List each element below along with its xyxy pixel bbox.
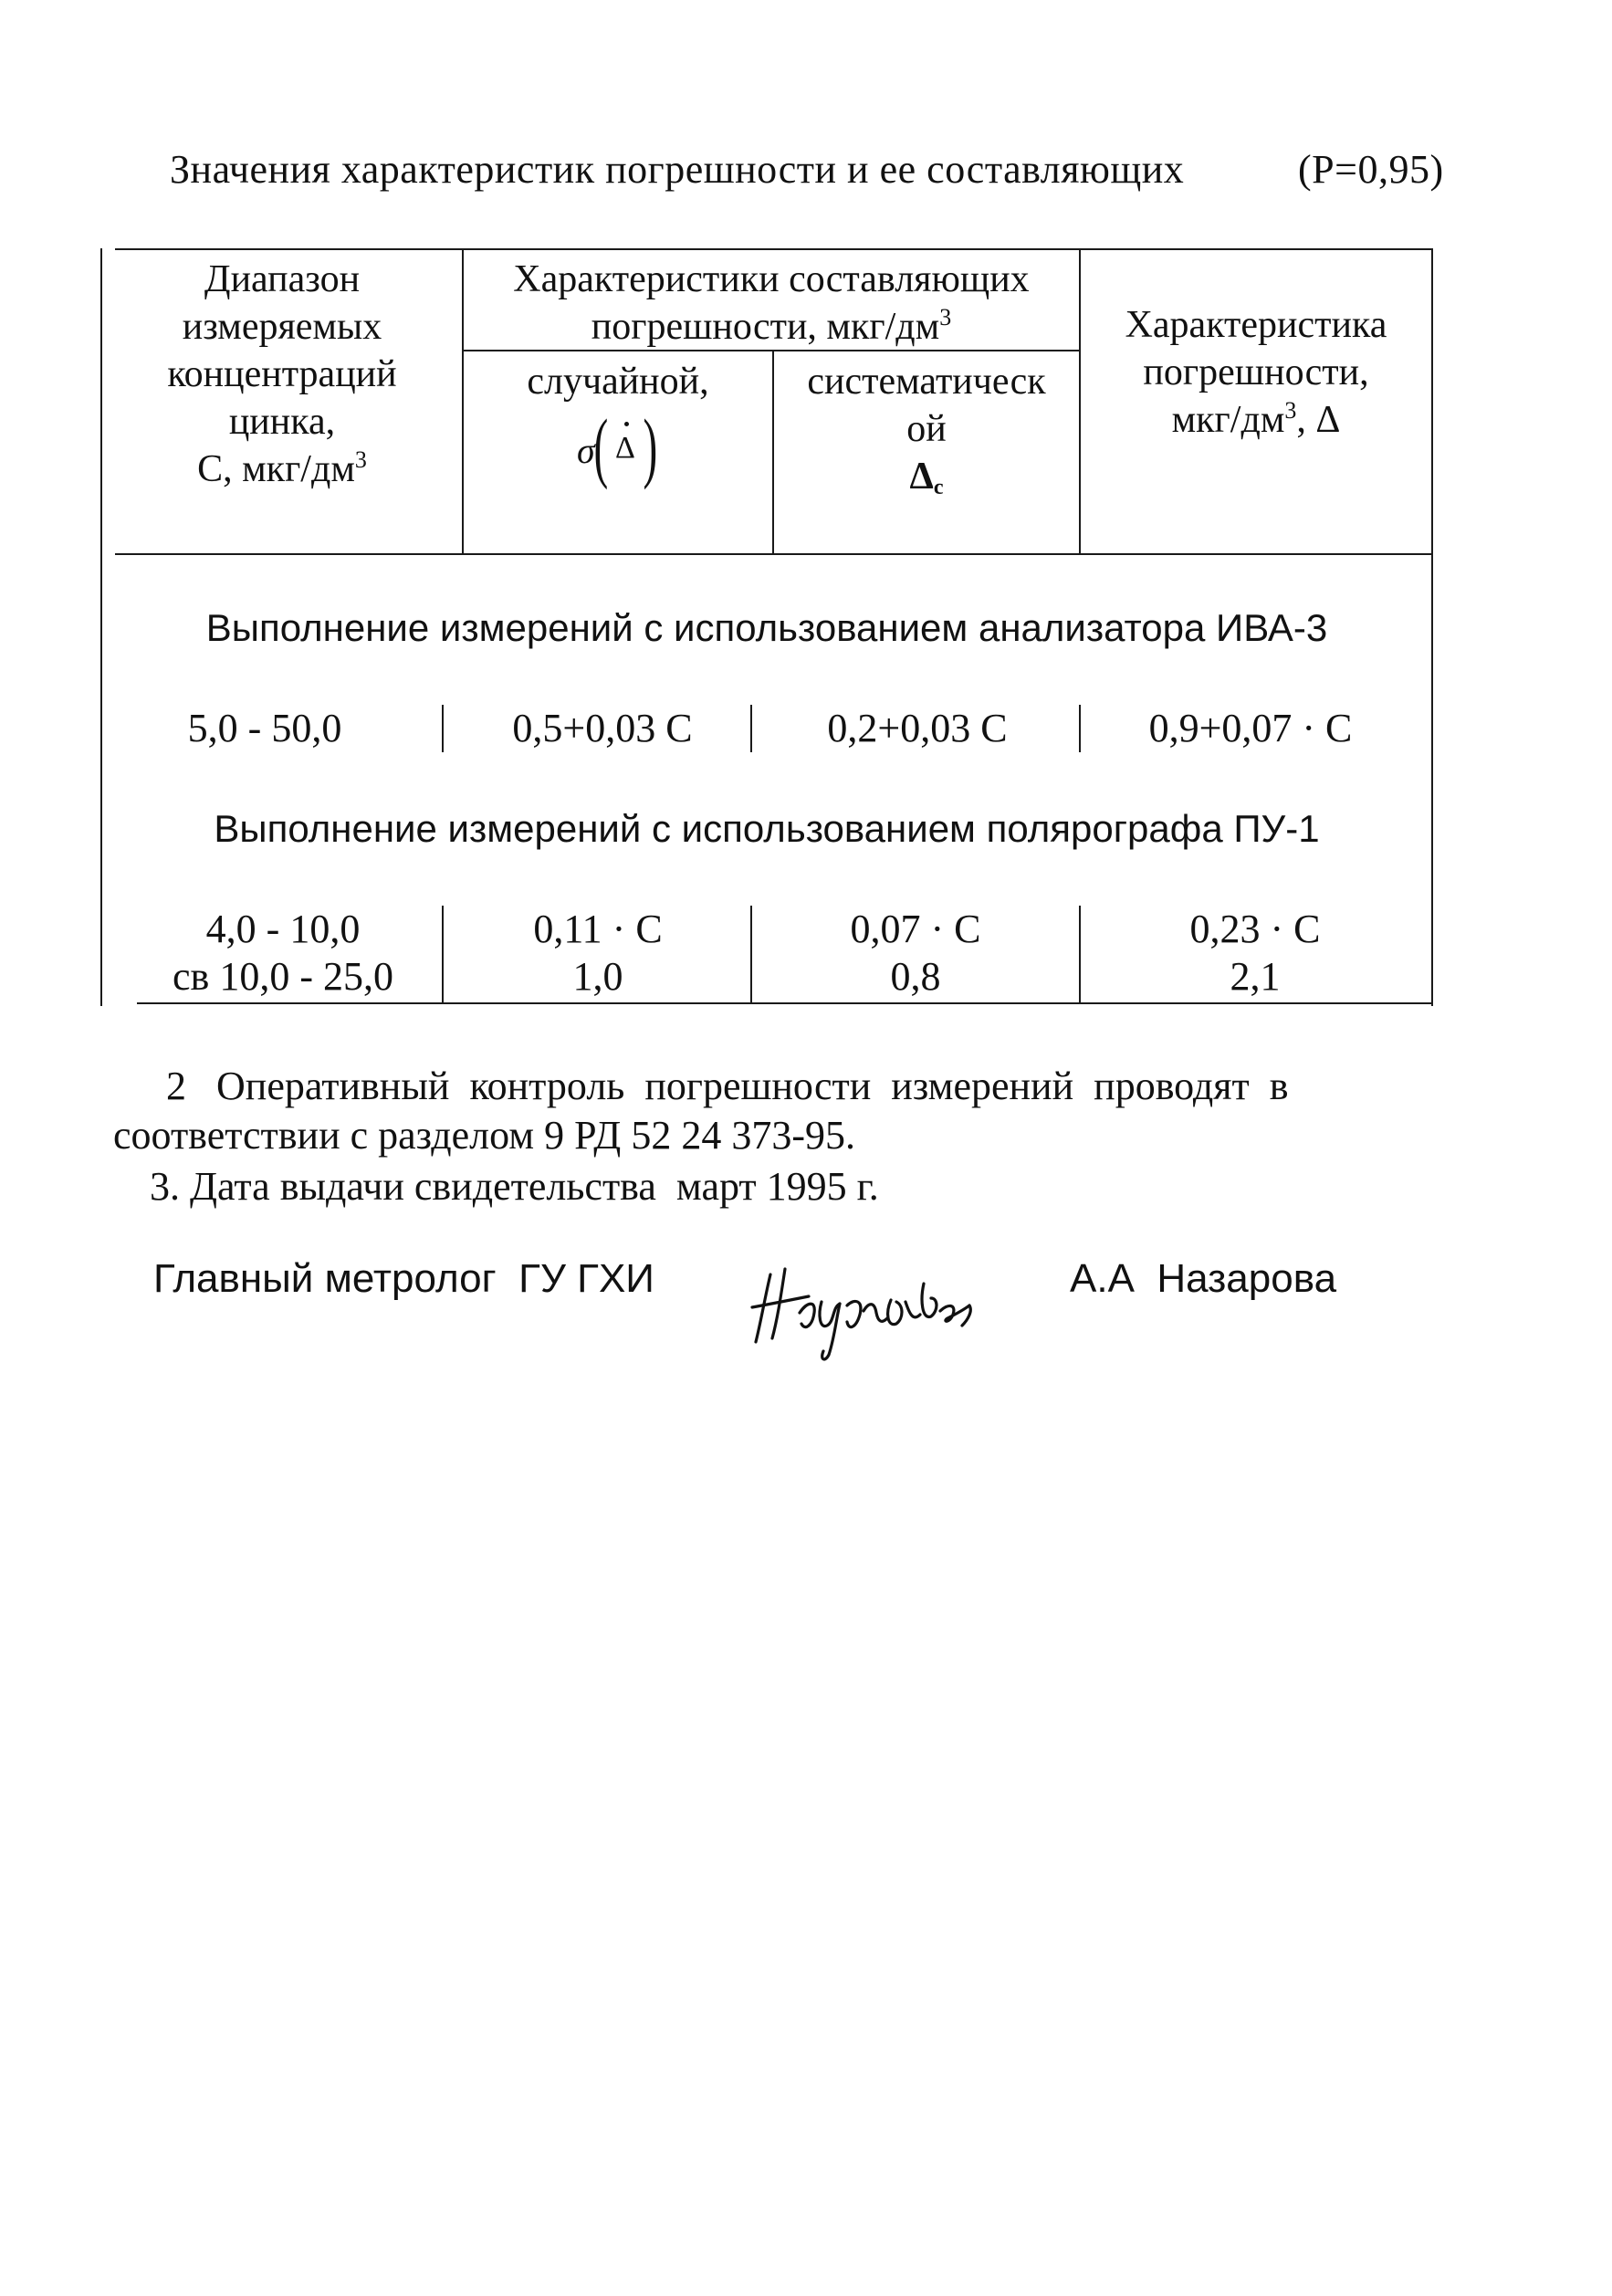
cell-random: 1,0 xyxy=(572,954,623,999)
cell-systematic: 0,8 xyxy=(890,954,941,999)
cell-random: 0,11 · С xyxy=(533,907,663,951)
paren-left: ( xyxy=(593,403,609,490)
cell-random: 0,5+0,03 С xyxy=(512,706,693,750)
header-range-unit: С, мкг/дм xyxy=(197,448,355,490)
header-total-line2: погрешности, xyxy=(1143,351,1369,393)
signatory-position: Главный метролог ГУ ГХИ xyxy=(153,1256,654,1301)
delta-ring-dot xyxy=(624,422,629,426)
header-systematic-line2: ой xyxy=(906,408,947,450)
systematic-delta-sub: c xyxy=(933,476,944,499)
handwritten-signature xyxy=(745,1247,1010,1366)
cell-range: св 10,0 - 25,0 xyxy=(173,954,393,999)
header-bottom-border xyxy=(115,553,1433,555)
cell-total: 0,23 · С xyxy=(1189,907,1321,951)
section-title: Выполнение измерений с использованием анализатора ИВА-3 xyxy=(205,606,1328,649)
header-range-sup: 3 xyxy=(354,446,367,473)
header-random xyxy=(464,358,772,405)
row-divider xyxy=(1079,906,1081,1002)
header-systematic-symbol xyxy=(774,453,1079,511)
paragraph-2-line1: 2 Оперативный контроль погрешности измерений проводят в xyxy=(166,1064,1289,1108)
header-range-line: цинка, xyxy=(228,401,336,443)
header-systematic-line1: систематическ xyxy=(807,361,1046,403)
cell-total: 0,9+0,07 · С xyxy=(1148,706,1353,750)
header-components-line1: Характеристики составляющих xyxy=(513,258,1030,300)
row-divider xyxy=(442,906,444,1002)
paren-right: ) xyxy=(643,403,658,490)
header-components-line2 xyxy=(464,303,1079,351)
header-components-sup: 3 xyxy=(939,304,952,330)
header-systematic xyxy=(774,358,1079,511)
caption-probability: (Р=0,95) xyxy=(1298,147,1444,192)
row-divider xyxy=(1079,705,1081,752)
header-total-symbol: , Δ xyxy=(1296,399,1341,441)
header-range xyxy=(102,256,462,493)
row-divider xyxy=(442,705,444,752)
table-caption xyxy=(170,146,1444,193)
cell-range: 4,0 - 10,0 xyxy=(205,907,361,951)
sigma-letter: σ xyxy=(577,430,595,471)
cell-range: 5,0 - 50,0 xyxy=(187,706,342,750)
header-range-last-line xyxy=(102,446,462,493)
row-divider xyxy=(750,906,752,1002)
header-range-line: Диапазон xyxy=(204,258,361,300)
header-total-line1: Характеристика xyxy=(1125,304,1387,346)
header-total-sup: 3 xyxy=(1284,397,1297,424)
cell-total: 2,1 xyxy=(1230,954,1281,999)
header-total-line3 xyxy=(1081,396,1431,444)
table-right-border xyxy=(1431,248,1433,1006)
header-range-line: измеряемых xyxy=(182,306,382,348)
table-bottom-border xyxy=(137,1002,1433,1004)
section-title: Выполнение измерений с использованием полярографа ПУ-1 xyxy=(214,807,1320,850)
cell-systematic: 0,2+0,03 С xyxy=(827,706,1008,750)
paragraph-2-line2: соответствии с разделом 9 РД 52 24 373-95. xyxy=(113,1113,855,1158)
row-divider xyxy=(750,705,752,752)
header-range-line: концентраций xyxy=(167,353,397,395)
table-top-border xyxy=(115,248,1433,250)
signature-drawing xyxy=(745,1247,1010,1366)
sigma-delta: Δ xyxy=(615,431,635,465)
cell-systematic: 0,07 · С xyxy=(850,907,981,951)
header-components xyxy=(464,256,1079,351)
systematic-delta: Δ xyxy=(909,456,934,498)
header-total-unit: мкг/дм xyxy=(1171,399,1285,441)
caption-text: Значения характеристик погрешности и ее составляющих xyxy=(170,147,1185,192)
header-random-label: случайной, xyxy=(527,361,709,403)
header-components-unit: погрешности, мкг/дм xyxy=(591,306,940,348)
paragraph-3: 3. Дата выдачи свидетельства март 1995 г. xyxy=(150,1164,879,1209)
signatory-name: А.А Назарова xyxy=(1070,1256,1337,1301)
header-total xyxy=(1081,301,1431,444)
